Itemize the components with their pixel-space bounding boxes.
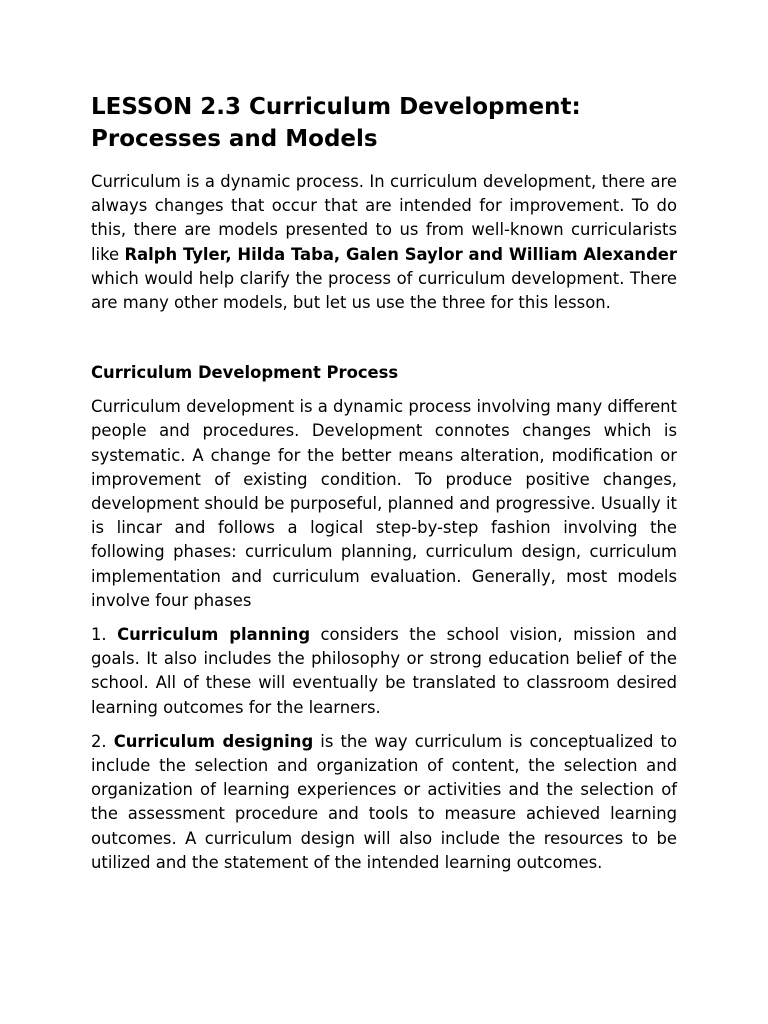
item-text: is the way curriculum is conceptualized to include the selection and organization of content, the selection and organization of learning experiences or activities and the selection of the assessment procedure and tools to measure achieved learning outcomes. A curriculum design will also include the resources to be utilized and the statement of the intended learning outcomes. bbox=[91, 731, 677, 872]
lesson-title-line1: LESSON 2.3 Curriculum Development: bbox=[91, 94, 581, 120]
item-text: considers the school vision, mission and goals. It also includes the philosophy or strong education belief of the school. All of these will eventually be translated to classroom desired learning outcomes for the learners. bbox=[91, 625, 677, 717]
item-term: Curriculum designing bbox=[113, 731, 314, 751]
intro-text-a: Curriculum is a dynamic process. In curriculum development, there are always changes that occur that are intended for improvement. To do this, there are models presented to us from well-known curricularists like bbox=[91, 172, 677, 264]
item-number: 2. bbox=[91, 731, 114, 751]
section-paragraph: Curriculum development is a dynamic process involving many different people and procedures. Development connotes changes which is systematic. A change for the better means alteration, modification or improvement of existing condition. To produce positive changes, development should be purposeful, planned and progressive. Usually it is lincar and follows a logical step-by-step fashion involving the following phases: curriculum planning, curriculum design, curriculum implementation and curriculum evaluation. Generally, most models involve four phases bbox=[91, 397, 677, 610]
lesson-title-line2: Processes and Models bbox=[91, 126, 378, 152]
list-item-curriculum-planning bbox=[91, 623, 677, 720]
item-term: Curriculum planning bbox=[117, 625, 311, 645]
intro-bold-names: Ralph Tyler, Hilda Taba, Galen Saylor and William Alexander bbox=[124, 244, 678, 264]
section-heading: Curriculum Development Process bbox=[91, 363, 399, 383]
lesson-title bbox=[91, 91, 677, 155]
intro-paragraph bbox=[91, 170, 677, 315]
list-item-curriculum-designing bbox=[91, 730, 677, 875]
document-page bbox=[91, 91, 677, 875]
intro-text-b: which would help clarify the process of curriculum development. There are many other models, but let us use the three for this lesson. bbox=[91, 268, 677, 313]
item-number: 1. bbox=[91, 625, 118, 645]
